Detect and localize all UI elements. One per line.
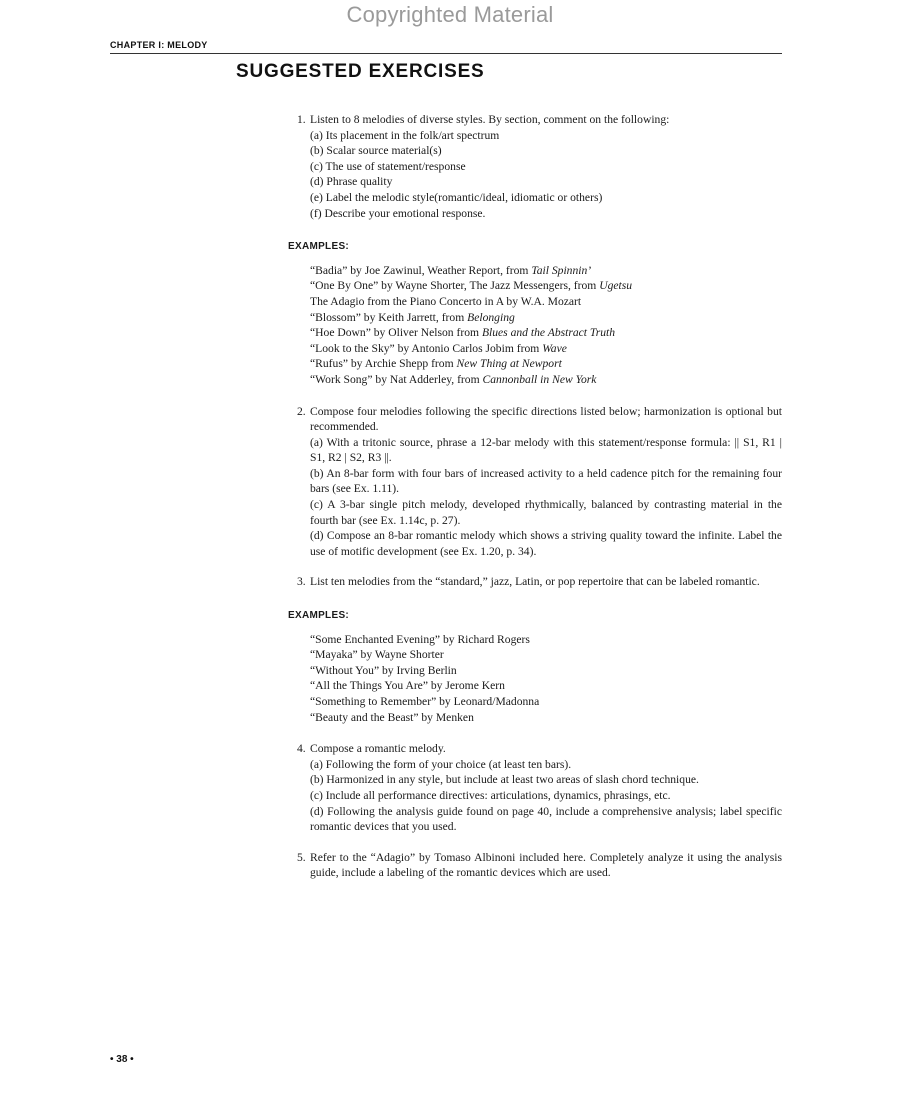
exercise-text: List ten melodies from the “standard,” jazz, Latin, or pop repertoire that can be labeled romantic. — [310, 575, 760, 589]
exercise-sub: (a) Following the form of your choice (at least ten bars). — [310, 757, 572, 771]
exercise-4 — [288, 741, 782, 835]
header-rule — [110, 53, 782, 54]
exercise-sub: (c) A 3-bar single pitch melody, developed rhythmically, balanced by contrasting material in the fourth bar (see Ex. 1.14c, p. 27). — [310, 498, 782, 527]
example-item: “Badia” by Joe Zawinul, Weather Report, from Tail Spinnin’ — [310, 263, 592, 277]
exercise-sub: (d) Following the analysis guide found on page 40, include a comprehensive analysis; label specific romantic devices that you used. — [310, 804, 782, 834]
exercise-sub: (d) Compose an 8-bar romantic melody which shows a striving quality toward the infinite. Label the use of motific development (see Ex. 1.20, p. 34). — [310, 529, 782, 558]
example-item: “Blossom” by Keith Jarrett, from Belonging — [310, 310, 515, 324]
exercise-sub: (c) Include all performance directives: articulations, dynamics, phrasings, etc. — [310, 788, 671, 802]
example-item: “Mayaka” by Wayne Shorter — [310, 648, 444, 662]
exercise-sub: (a) Its placement in the folk/art spectrum — [310, 128, 500, 142]
exercise-sub: (b) Scalar source material(s) — [310, 144, 442, 158]
examples-heading: EXAMPLES: — [288, 610, 350, 622]
exercise-text: Refer to the “Adagio” by Tomaso Albinoni included here. Completely analyze it using the analysis guide, include a labeling of the romantic devices which are used. — [310, 850, 782, 880]
section-title: SUGGESTED EXERCISES — [236, 61, 485, 82]
example-item: “One By One” by Wayne Shorter, The Jazz Messengers, from Ugetsu — [310, 279, 633, 293]
example-item: “Something to Remember” by Leonard/Madonna — [310, 695, 540, 708]
exercise-sub: (c) The use of statement/response — [310, 159, 466, 173]
exercise-sub: (a) With a tritonic source, phrase a 12-bar melody with this statement/response formula: || S1, R1 | S1, R2 | S2, R3 ||. — [310, 435, 782, 465]
exercise-sub: (e) Label the melodic style(romantic/ideal, idiomatic or others) — [310, 190, 603, 204]
example-item: “Without You” by Irving Berlin — [310, 663, 457, 677]
exercise-number: 2. — [297, 404, 306, 418]
example-item: “Hoe Down” by Oliver Nelson from Blues and the Abstract Truth — [310, 326, 616, 340]
example-item: “Some Enchanted Evening” by Richard Rogers — [310, 632, 530, 646]
example-item: “Work Song” by Nat Adderley, from Cannonball in New York — [310, 372, 597, 386]
exercise-text: Compose a romantic melody. — [310, 742, 446, 756]
examples-list-2 — [288, 632, 782, 726]
exercise-number: 1. — [297, 113, 306, 126]
exercise-sub: (f) Describe your emotional response. — [310, 206, 486, 220]
exercise-sub: (d) Phrase quality — [310, 175, 393, 189]
running-head: CHAPTER I: MELODY — [110, 40, 208, 50]
exercise-number: 3. — [297, 575, 306, 589]
example-item: “Rufus” by Archie Shepp from New Thing at Newport — [310, 357, 562, 371]
page-number: • 38 • — [110, 1054, 134, 1065]
examples-heading: EXAMPLES: — [288, 241, 350, 253]
exercise-1 — [288, 112, 782, 221]
exercise-3 — [288, 574, 782, 590]
exercise-number: 4. — [297, 742, 306, 756]
exercise-text: Listen to 8 melodies of diverse styles. By section, comment on the following: — [310, 113, 670, 126]
exercise-sub: (b) Harmonized in any style, but include at least two areas of slash chord technique. — [310, 773, 699, 787]
exercise-content — [288, 112, 782, 881]
example-item: “All the Things You Are” by Jerome Kern — [310, 679, 505, 693]
example-item: “Beauty and the Beast” by Menken — [310, 710, 474, 724]
example-item: The Adagio from the Piano Concerto in A by W.A. Mozart — [310, 294, 582, 308]
exercise-number: 5. — [297, 850, 306, 864]
examples-list-1 — [288, 263, 782, 388]
example-item: “Look to the Sky” by Antonio Carlos Jobim from Wave — [310, 341, 567, 355]
exercise-5 — [288, 850, 782, 881]
exercise-text: Compose four melodies following the specific directions listed below; harmonization is optional but recommended. — [310, 404, 782, 434]
exercise-2 — [288, 404, 782, 560]
copyright-watermark: Copyrighted Material — [346, 2, 554, 27]
exercise-sub: (b) An 8-bar form with four bars of increased activity to a held cadence pitch for the remaining four bars (see Ex. 1.11). — [310, 466, 782, 496]
